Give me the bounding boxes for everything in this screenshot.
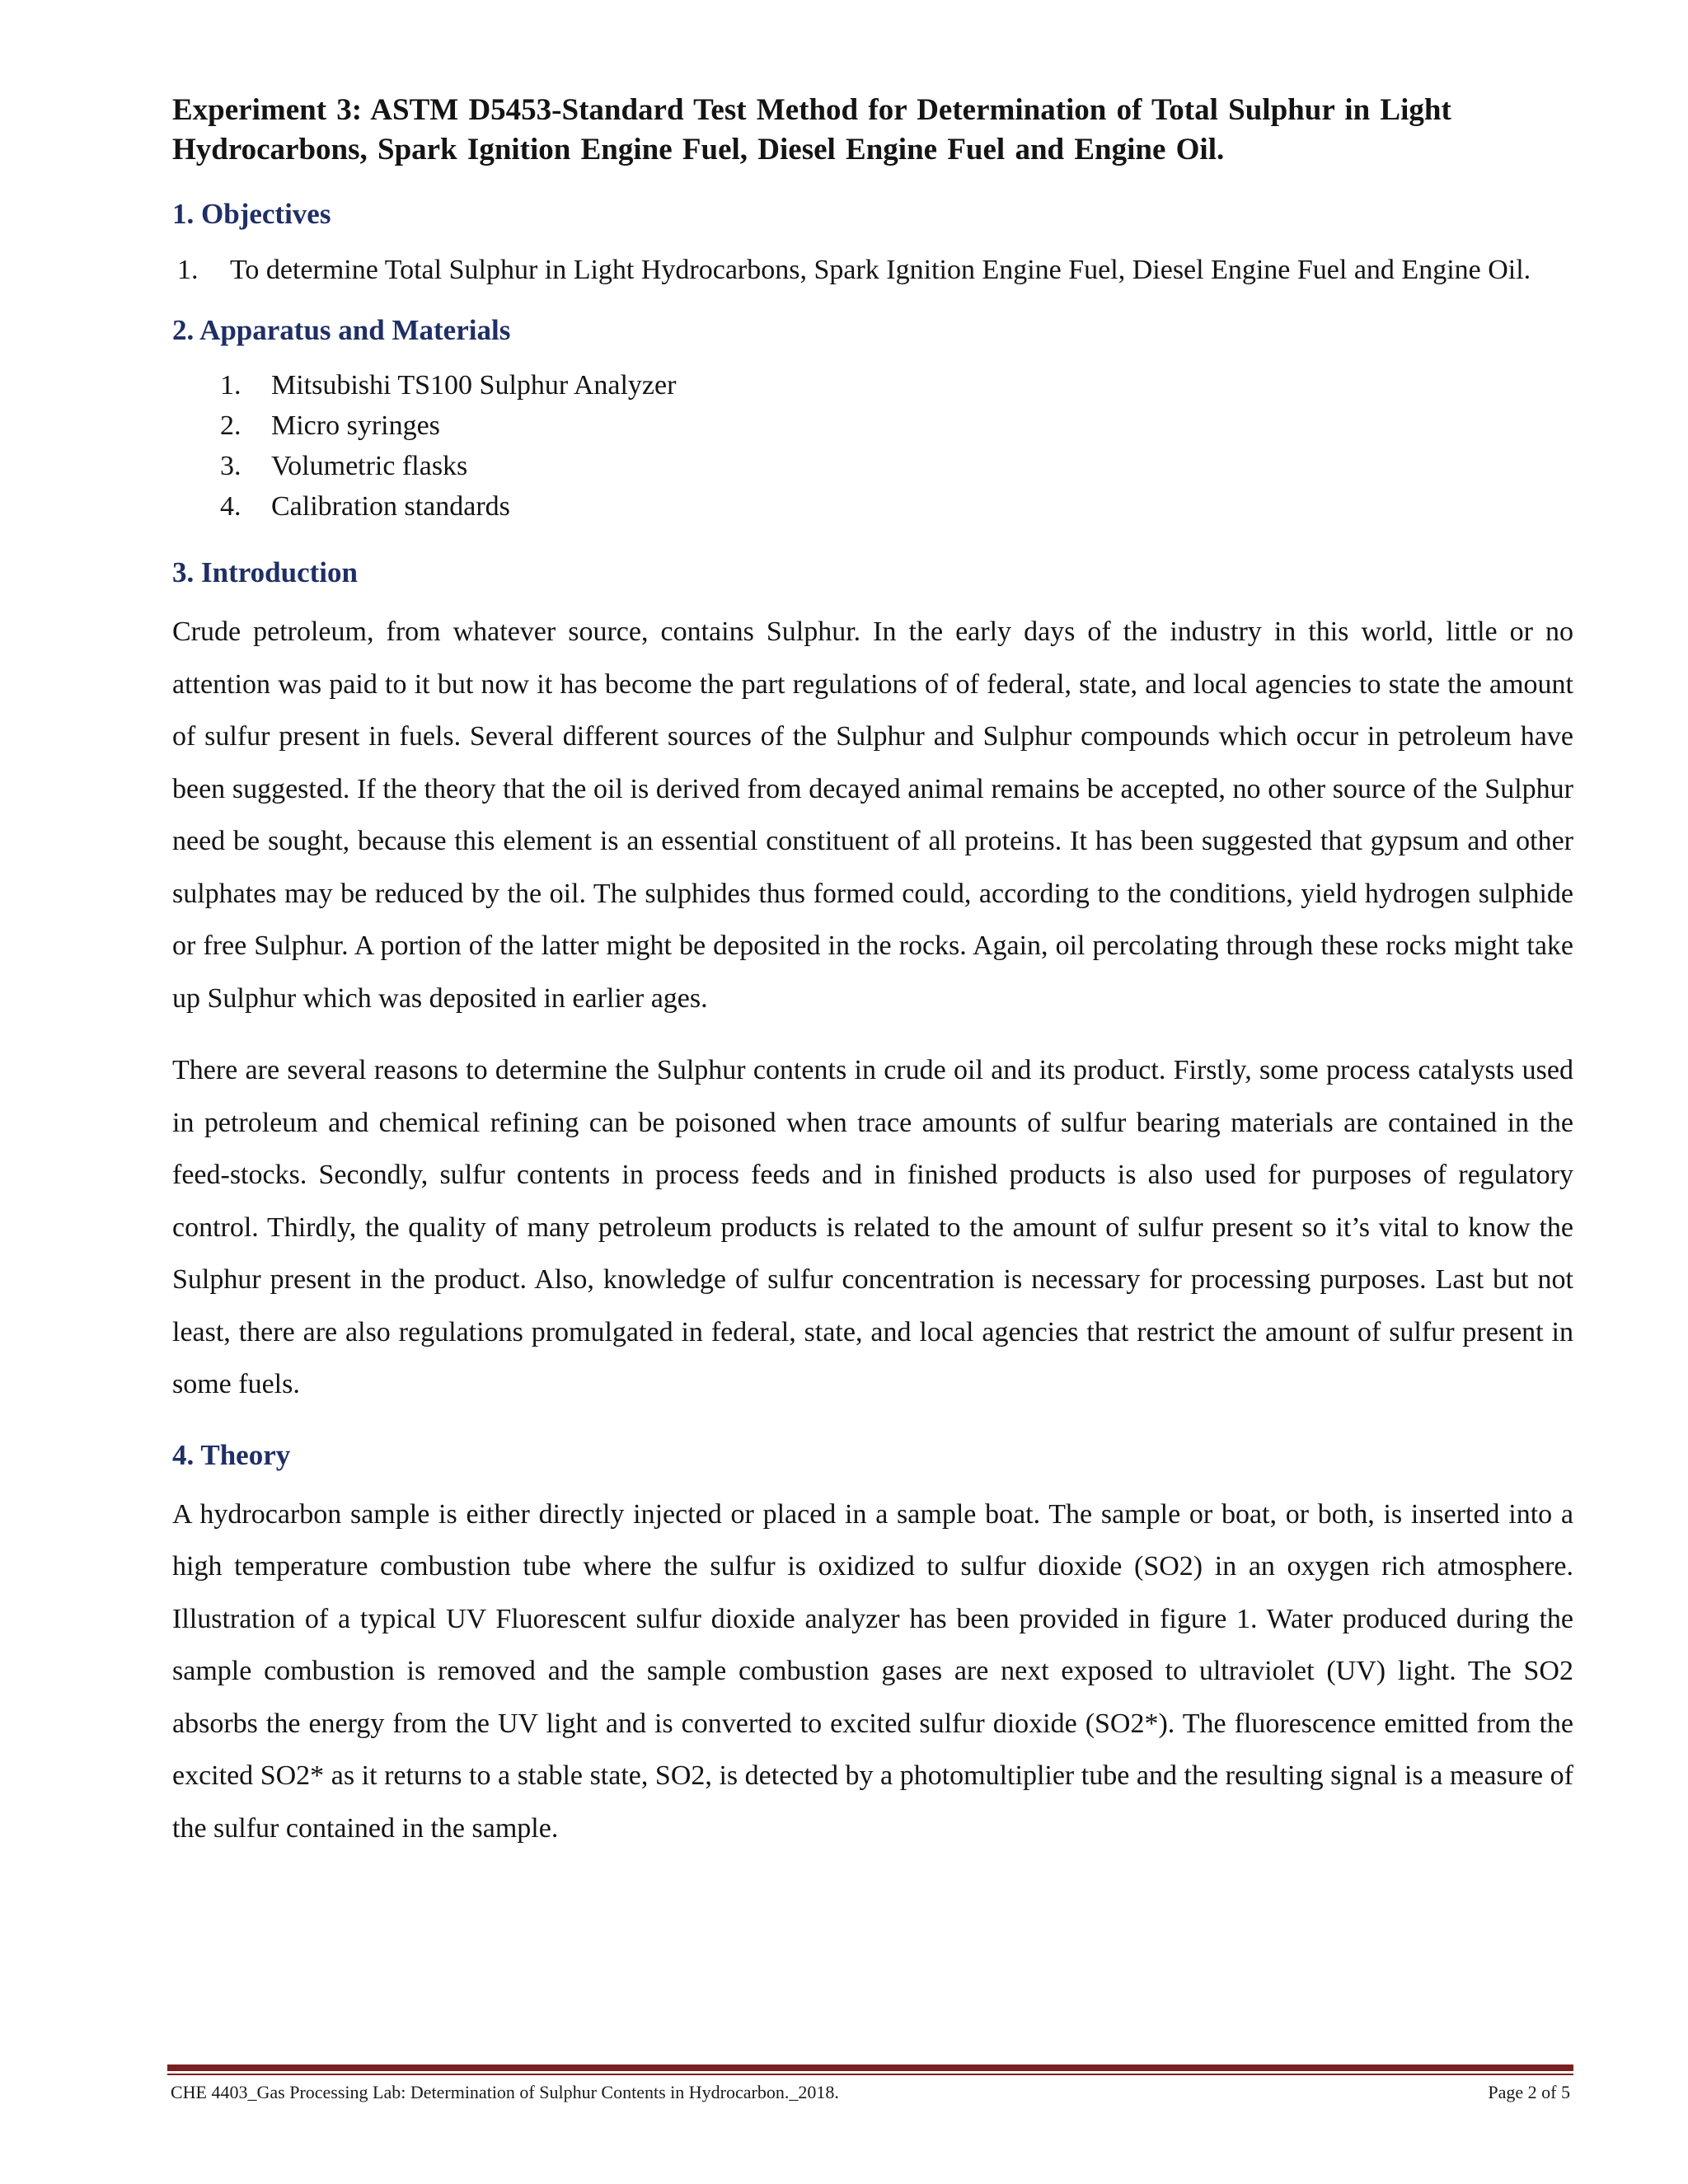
list-item [172,252,1573,288]
list-item [172,446,1573,486]
footer-course-title: CHE 4403_Gas Processing Lab: Determination of Sulphur Contents in Hydrocarbon._2018. [171,2082,839,2102]
list-item-text: Micro syringes [271,410,440,441]
footer-page-number: Page 2 of 5 [1488,2082,1570,2102]
list-item-text: Mitsubishi TS100 Sulphur Analyzer [271,370,677,401]
list-item-number: 2. [220,410,241,441]
footer-rule-thick [167,2064,1573,2071]
apparatus-heading: 2. Apparatus and Materials [172,314,511,346]
page-footer [167,2064,1573,2103]
list-item-text: Calibration standards [271,491,510,522]
document-title: Experiment 3: ASTM D5453-Standard Test Method for Determination of Total Sulphur in Light Hydrocarbons, Spark Ignition Engine Fuel, Diesel Engine Fuel and Engine Oil. [172,93,1451,166]
list-item-number: 4. [220,491,241,522]
list-item-text: Volumetric flasks [271,451,468,481]
list-item-number: 1. [220,370,241,401]
theory-paragraph: A hydrocarbon sample is either directly injected or placed in a sample boat. The sample or boat, or both, is inserted into a high temperature combustion tube where the sulfur is oxidized to sulfur dioxide (SO2) in an oxygen rich atmosphere. Illustration of a typical UV Fluorescent sulfur dioxide analyzer has been provided in figure 1. Water produced during the sample combustion is removed and the sample combustion gases are next exposed to ultraviolet (UV) light. The SO2 absorbs the energy from the UV light and is converted to excited sulfur dioxide (SO2*). The fluorescence emitted from the excited SO2* as it returns to a stable state, SO2, is detected by a photomultiplier tube and the resulting signal is a measure of the sulfur contained in the sample. [172,1498,1573,1844]
list-item [172,486,1573,527]
list-item [172,405,1573,446]
objectives-list [172,252,1573,288]
list-item-number: 3. [220,451,241,481]
apparatus-list [172,365,1573,527]
introduction-heading: 3. Introduction [172,556,358,588]
list-item [172,365,1573,405]
footer-text-row [167,2082,1573,2103]
list-item-text: To determine Total Sulphur in Light Hydrocarbons, Spark Ignition Engine Fuel, Diesel Engine Fuel and Engine Oil. [230,255,1531,285]
introduction-paragraph-1: Crude petroleum, from whatever source, contains Sulphur. In the early days of the industry in this world, little or no attention was paid to it but now it has become the part regulations of of federal, state, and local agencies to state the amount of sulfur present in fuels. Several different sources of the Sulphur and Sulphur compounds which occur in petroleum have been suggested. If the theory that the oil is derived from decayed animal remains be accepted, no other source of the Sulphur need be sought, because this element is an essential constituent of all proteins. It has been suggested that gypsum and other sulphates may be reduced by the oil. The sulphides thus formed could, according to the conditions, yield hydrogen sulphide or free Sulphur. A portion of the latter might be deposited in the rocks. Again, oil percolating through these rocks might take up Sulphur which was deposited in earlier ages. [172,616,1573,1014]
theory-heading: 4. Theory [172,1438,291,1471]
list-item-number: 1. [177,255,199,285]
document-page [172,91,1573,1854]
introduction-paragraph-2: There are several reasons to determine the Sulphur contents in crude oil and its product. Firstly, some process catalysts used in petroleum and chemical refining can be poisoned when trace amounts of sulfur bearing materials are contained in the feed-stocks. Secondly, sulfur contents in process feeds and in finished products is also used for purposes of regulatory control. Thirdly, the quality of many petroleum products is related to the amount of sulfur present so it’s vital to know the Sulphur present in the product. Also, knowledge of sulfur concentration is necessary for processing purposes. Last but not least, there are also regulations promulgated in federal, state, and local agencies that restrict the amount of sulfur present in some fuels. [172,1055,1573,1399]
objectives-heading: 1. Objectives [172,198,331,230]
footer-rule-thin [167,2074,1573,2075]
